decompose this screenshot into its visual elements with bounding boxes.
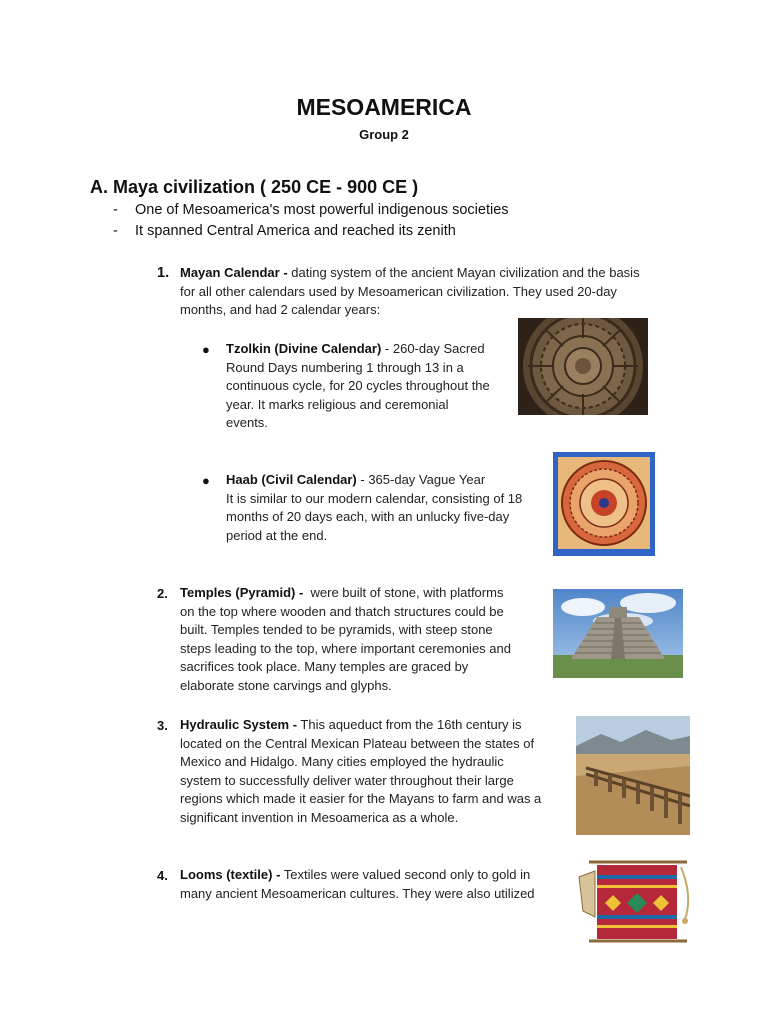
dash-list-item [113,223,456,239]
calendar-title: Haab (Civil Calendar) [226,472,357,487]
item-text: were built of stone, with platforms [303,585,504,600]
calendar-text: year. It marks religious and ceremonial [226,396,449,412]
item-title: Looms (textile) - [180,867,281,882]
item-number: 3. [157,718,168,733]
item-number: 2. [157,586,168,601]
calendar-text: Round Days numbering 1 through 13 in a [226,359,464,375]
item-title: Temples (Pyramid) - [180,585,304,600]
item-text: This aqueduct from the 16th century is [297,717,522,732]
calendar-text: period at the end. [226,527,328,543]
dash-marker: - [113,202,118,218]
item-number: 4. [157,868,168,883]
aqueduct-photo [576,716,690,835]
item-text: months, and had 2 calendar years: [180,302,381,318]
bullet-icon: ● [202,342,210,357]
calendar-text: - 260-day Sacred [381,341,485,356]
calendar-text: It is similar to our modern calendar, consisting of 18 [226,490,523,506]
item-text: Textiles were valued second only to gold in [280,867,531,882]
calendar-text: events. [226,415,268,431]
calendar-text: months of 20 days each, with an unlucky five-day [226,509,510,525]
dash-marker: - [113,223,118,239]
item-text: on the top where wooden and thatch structures could be [180,603,504,619]
item-text: dating system of the ancient Mayan civilization and the basis [287,265,640,280]
calendar-title: Tzolkin (Divine Calendar) [226,341,382,356]
bullet-icon: ● [202,473,210,488]
calendar-text: - 365-day Vague Year [356,472,486,487]
item-title: Hydraulic System - [180,717,298,732]
item-text: steps leading to the top, where important ceremonies and [180,640,511,656]
item-number: 1. [157,265,170,281]
dash-item-text: One of Mesoamerica's most powerful indigenous societies [135,202,509,218]
calendar-haab [226,471,556,545]
item-text: for all other calendars used by Mesoamerican civilization. They used 20-day [180,283,617,299]
section-heading: A. Maya civilization ( 250 CE - 900 CE ) [90,177,419,197]
calendar-tzolkin [226,340,516,433]
item-text: Mexico and Hidalgo. Many cities employed the hydraulic [180,754,504,770]
item-text: regions which made it easier for the Mayans to farm and was a [180,791,542,807]
dash-item-text: It spanned Central America and reached its zenith [135,223,456,239]
item-text: many ancient Mesoamerican cultures. They were also utilized [180,885,535,901]
page-title: MESOAMERICA [296,94,472,120]
haab-calendar-image [553,452,655,556]
pyramid-photo [553,589,683,678]
item-text: elaborate stone carvings and glyphs. [180,677,392,693]
item-title: Mayan Calendar - [180,265,288,280]
item-looms [180,866,575,903]
item-text: significant invention in Mesoamerica as a whole. [180,809,459,825]
item-text: located on the Central Mexican Plateau between the states of [180,735,535,751]
item-text: built. Temples tended to be pyramids, with steep stone [180,622,493,638]
page-subtitle: Group 2 [359,127,409,142]
item-text: sacrifices took place. Many temples are graced by [180,659,469,675]
item-hydraulic-system [180,716,575,828]
calendar-text: continuous cycle, for 20 cycles throughout the [226,378,490,394]
item-text: system to successfully deliver water throughout their large [180,772,514,788]
dash-list-item [113,202,509,218]
item-mayan-calendar [180,264,680,320]
item-temples [180,584,550,696]
loom-textile-photo [577,857,695,945]
aztec-stone-calendar-image [518,318,648,415]
